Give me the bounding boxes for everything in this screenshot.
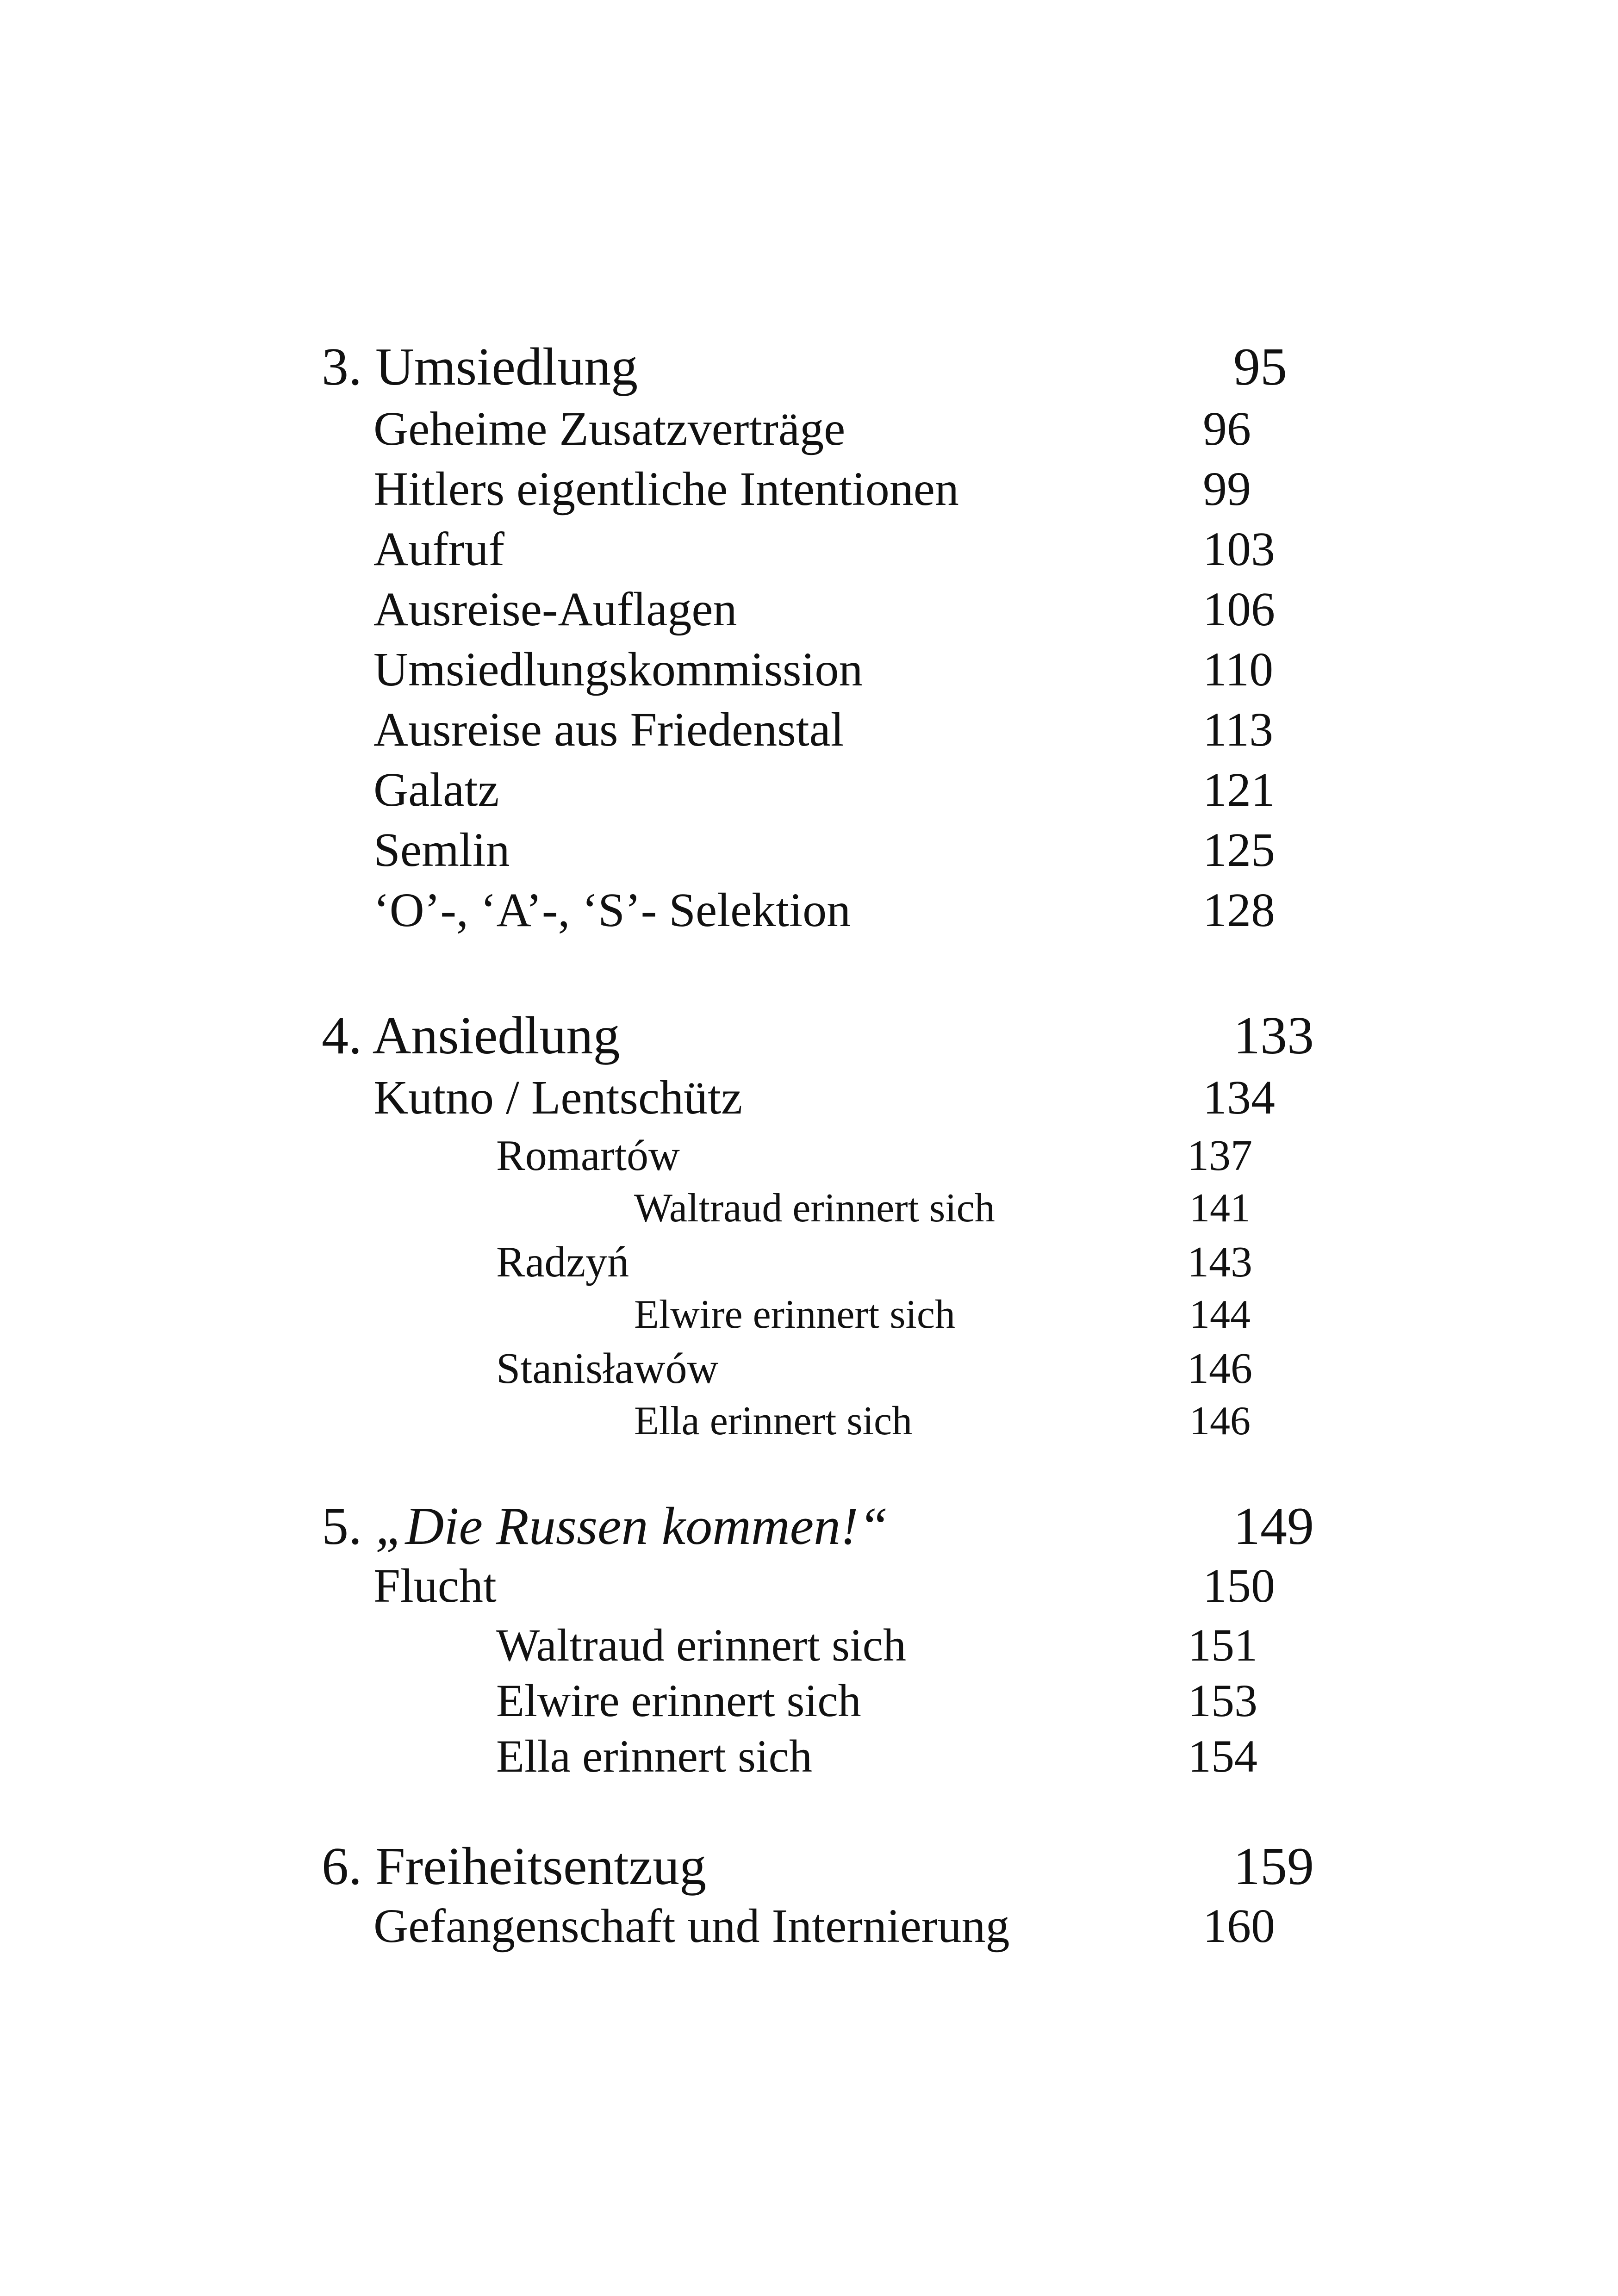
page-number: 113: [1203, 703, 1274, 756]
entry-title: Stanisławów: [496, 1344, 719, 1393]
entry-title: Flucht: [373, 1559, 497, 1612]
page-number: 106: [1203, 583, 1275, 636]
page-number: 95: [1233, 337, 1287, 397]
entry-title: Ausreise-Auflagen: [373, 583, 737, 636]
entry-title: Waltraud erinnert sich: [634, 1186, 995, 1231]
entry-title: Kutno / Lentschütz: [373, 1071, 743, 1124]
entry-title: Radzyń: [496, 1238, 629, 1286]
page-number: 128: [1203, 884, 1275, 937]
entry-title: Ella erinnert sich: [496, 1730, 813, 1782]
entry-title: Umsiedlungskommission: [373, 643, 863, 696]
entry-title: Elwire erinnert sich: [634, 1292, 955, 1337]
page-number: 141: [1189, 1186, 1251, 1231]
page-number: 133: [1233, 1006, 1314, 1065]
page-number: 151: [1188, 1619, 1257, 1671]
page-number: 154: [1188, 1730, 1257, 1782]
entry-title: Semlin: [373, 823, 510, 877]
page-number: 144: [1189, 1292, 1251, 1337]
entry-title: Ausreise aus Friedenstal: [373, 703, 844, 756]
page-number: 134: [1203, 1071, 1275, 1124]
entry-title: Romartów: [496, 1132, 680, 1180]
page-number: 110: [1203, 643, 1274, 696]
page-number: 137: [1187, 1132, 1252, 1180]
chapter-title: 6. Freiheitsentzug: [322, 1837, 707, 1896]
entry-title: Hitlers eigentliche Intentionen: [373, 462, 959, 516]
page-number: 146: [1189, 1399, 1251, 1444]
entry-title: Elwire erinnert sich: [496, 1675, 861, 1726]
page-number: 96: [1203, 402, 1251, 455]
entry-title: Aufruf: [373, 523, 505, 576]
entry-title: Gefangenschaft und Internierung: [373, 1899, 1010, 1953]
page-number: 146: [1187, 1344, 1252, 1393]
entry-title: Waltraud erinnert sich: [496, 1619, 907, 1671]
page-number: 103: [1203, 523, 1275, 576]
chapter-number: 5.: [322, 1497, 375, 1556]
chapter-title: [322, 1497, 889, 1556]
page-number: 150: [1203, 1559, 1275, 1612]
entry-title: Ella erinnert sich: [634, 1399, 913, 1444]
chapter-title-italic: „Die Russen kommen!“: [375, 1497, 889, 1556]
page-number: 160: [1203, 1899, 1275, 1953]
entry-title: Geheime Zusatzverträge: [373, 402, 846, 455]
page-number: 153: [1188, 1675, 1257, 1726]
entry-title: Galatz: [373, 763, 499, 816]
chapter-title: 3. Umsiedlung: [322, 337, 638, 397]
page-number: 121: [1203, 763, 1275, 816]
entry-title: ‘O’-, ‘A’-, ‘S’- Selektion: [373, 884, 851, 937]
page-number: 159: [1233, 1837, 1314, 1896]
page-number: 99: [1203, 462, 1251, 516]
page-number: 143: [1187, 1238, 1252, 1286]
page-number: 125: [1203, 823, 1275, 877]
chapter-title: 4. Ansiedlung: [322, 1006, 620, 1065]
page-number: 149: [1233, 1497, 1314, 1556]
